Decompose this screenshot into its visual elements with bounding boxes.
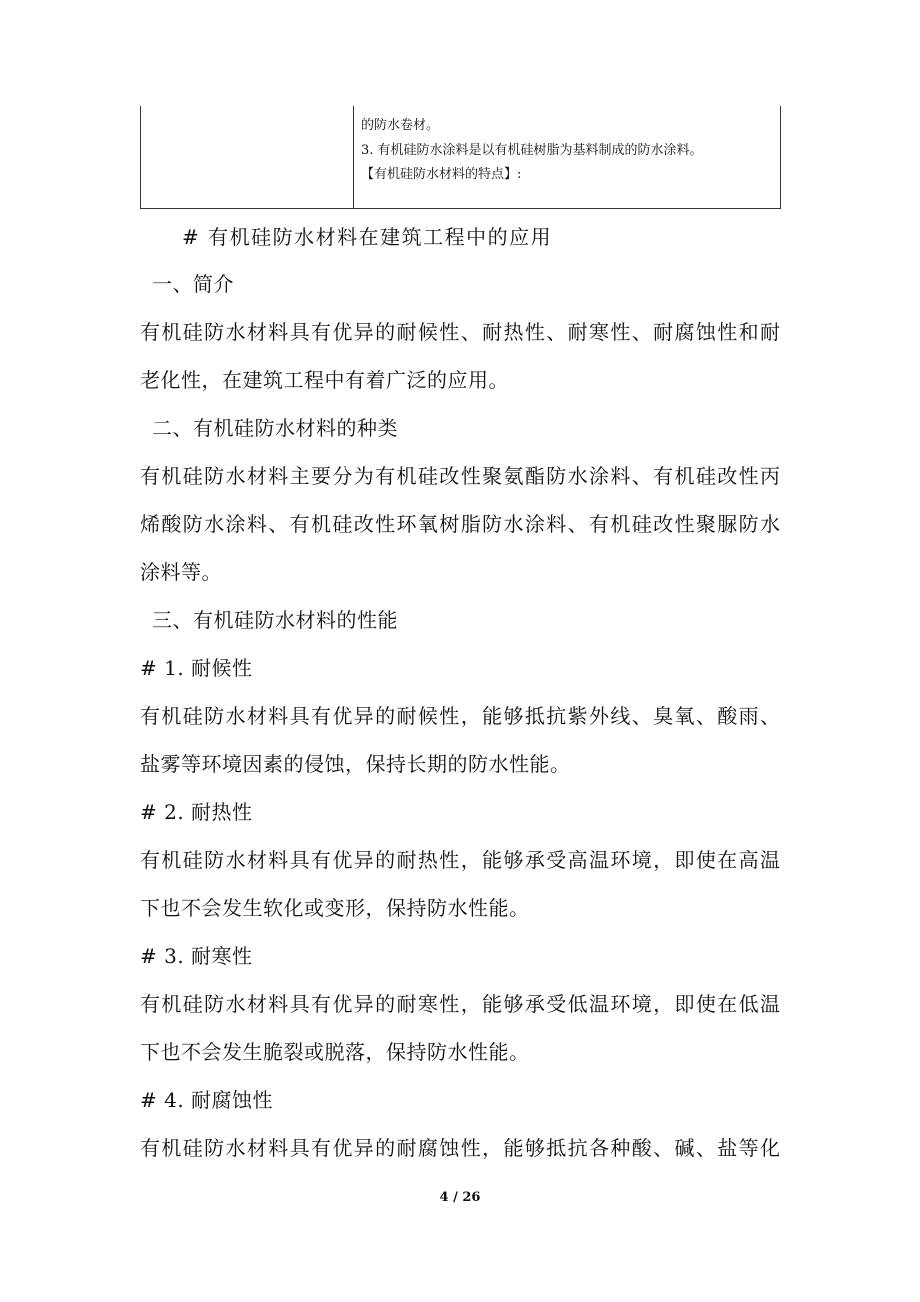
paragraph-line: 老化性，在建筑工程中有着广泛的应用。 bbox=[140, 368, 509, 392]
paragraph-line: 有机硅防水材料具有优异的耐腐蚀性，能够抵抗各种酸、碱、盐等化 bbox=[140, 1136, 780, 1160]
table-cell-line: 【有机硅防水材料的特点】: bbox=[361, 167, 522, 182]
subsection-heading: # 1. 耐候性 bbox=[140, 656, 253, 680]
subsection-heading: # 3. 耐寒性 bbox=[140, 944, 253, 968]
table-fragment bbox=[140, 106, 781, 209]
paragraph-line: 涂料等。 bbox=[140, 560, 222, 584]
paragraph-line: 有机硅防水材料具有优异的耐热性，能够承受高温环境，即使在高温 bbox=[140, 848, 780, 872]
table-cell-line: 的防水卷材。 bbox=[361, 118, 440, 133]
section-heading: 一、简介 bbox=[152, 272, 234, 296]
subsection-heading: # 2. 耐热性 bbox=[140, 800, 253, 824]
paragraph-line: 下也不会发生脆裂或脱落，保持防水性能。 bbox=[140, 1040, 530, 1064]
section-heading: 三、有机硅防水材料的性能 bbox=[152, 608, 398, 632]
table-column-divider bbox=[353, 106, 354, 208]
subsection-heading: # 4. 耐腐蚀性 bbox=[140, 1088, 274, 1112]
table-cell-right bbox=[361, 114, 778, 188]
paragraph-line: 下也不会发生软化或变形，保持防水性能。 bbox=[140, 896, 530, 920]
document-title: # 有机硅防水材料在建筑工程中的应用 bbox=[182, 225, 553, 249]
paragraph-line: 有机硅防水材料具有优异的耐候性、耐热性、耐寒性、耐腐蚀性和耐 bbox=[140, 320, 780, 344]
paragraph-line: 盐雾等环境因素的侵蚀，保持长期的防水性能。 bbox=[140, 752, 571, 776]
paragraph-line: 有机硅防水材料具有优异的耐寒性，能够承受低温环境，即使在低温 bbox=[140, 992, 780, 1016]
section-heading: 二、有机硅防水材料的种类 bbox=[152, 416, 398, 440]
table-cell-line: 3. 有机硅防水涂料是以有机硅树脂为基料制成的防水涂料。 bbox=[361, 142, 703, 158]
paragraph-line: 烯酸防水涂料、有机硅改性环氧树脂防水涂料、有机硅改性聚脲防水 bbox=[140, 512, 780, 536]
page-number: 4 / 26 bbox=[439, 1190, 481, 1205]
paragraph-line: 有机硅防水材料主要分为有机硅改性聚氨酯防水涂料、有机硅改性丙 bbox=[140, 464, 780, 488]
paragraph-line: 有机硅防水材料具有优异的耐候性，能够抵抗紫外线、臭氧、酸雨、 bbox=[140, 704, 780, 728]
